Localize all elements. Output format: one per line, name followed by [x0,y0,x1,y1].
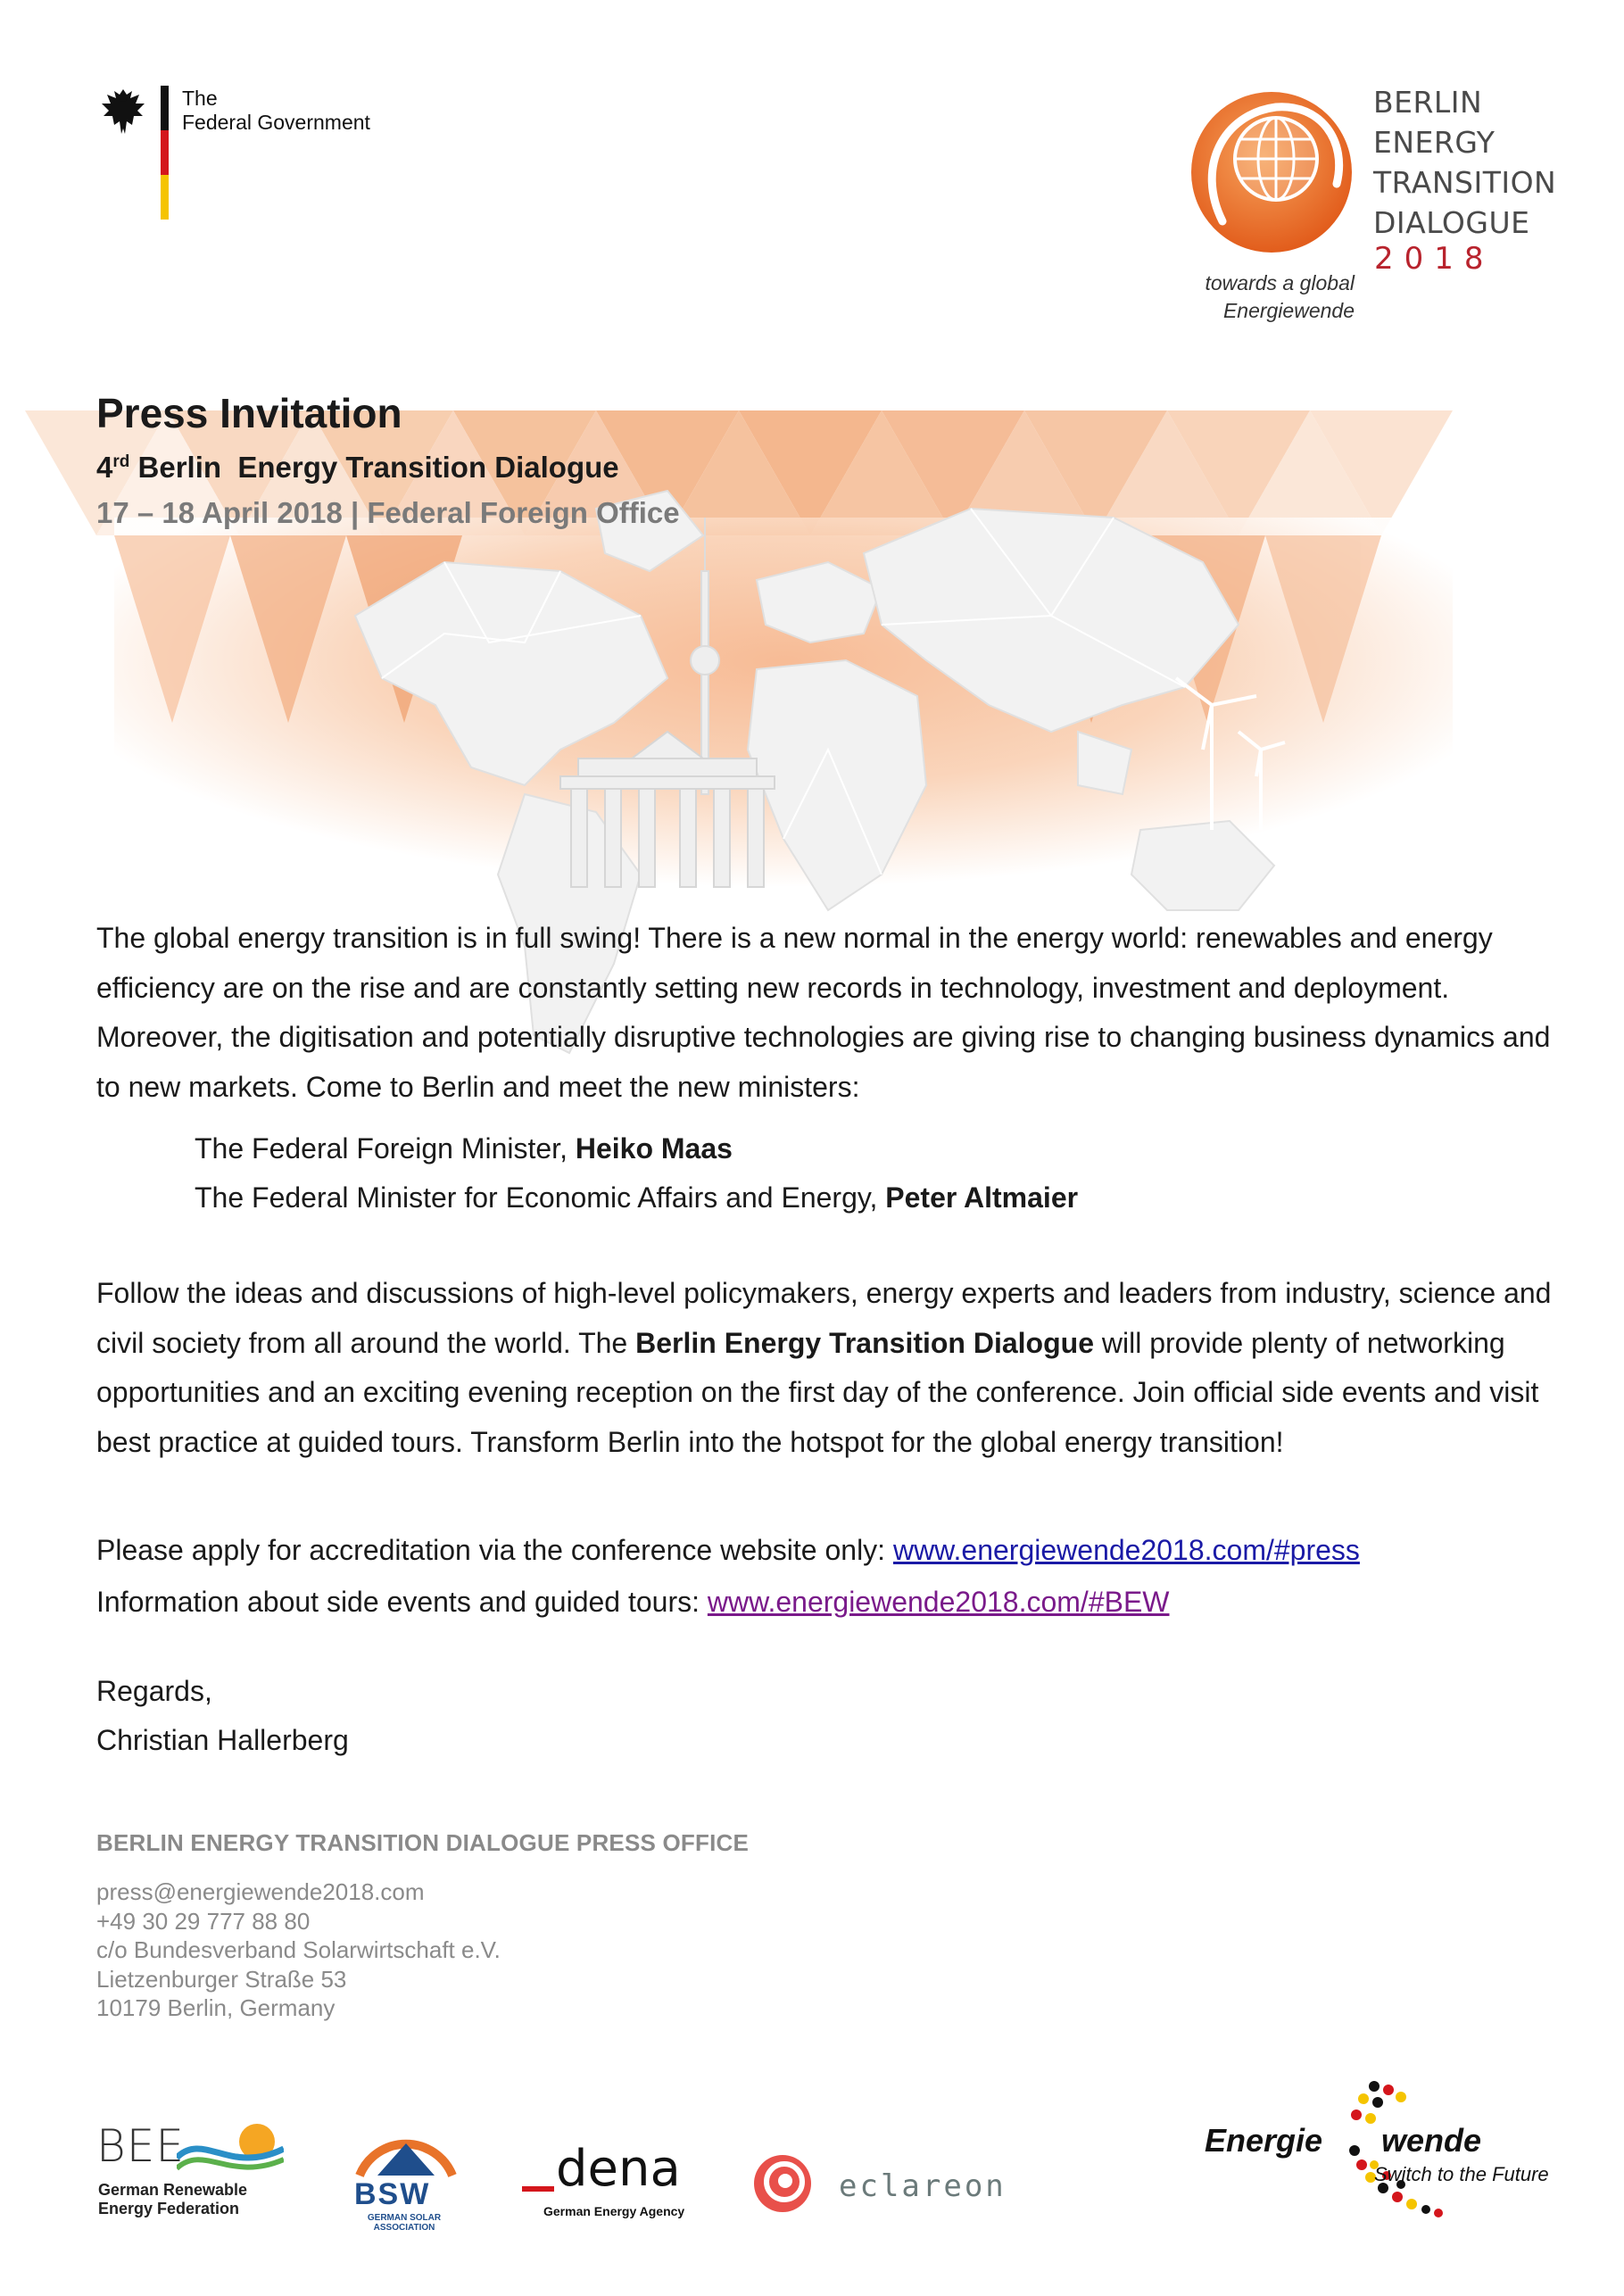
press-office-address-line3: 10179 Berlin, Germany [96,1994,336,2021]
minister-1-role: The Federal Foreign Minister, [195,1132,576,1165]
accreditation-text: Please apply for accreditation via the conference website only: [96,1534,893,1566]
minister-2-name: Peter Altmaier [885,1181,1079,1214]
body-event-name: Berlin Energy Transition Dialogue [635,1326,1094,1359]
betd-year: 2018 [1374,241,1495,277]
bsw-logo [352,2117,460,2233]
energiewende-logo [1205,2079,1553,2222]
betd-tagline [1123,269,1355,325]
federal-eagle-icon [96,86,150,139]
press-office-heading: BERLIN ENERGY TRANSITION DIALOGUE PRESS OFFICE [96,1829,750,1856]
page-title: Press Invitation [96,390,402,436]
federal-government-logo [96,86,382,228]
bsw-line2: ASSOCIATION [373,2223,435,2233]
accreditation-line [96,1526,1360,1575]
fedgov-line2: Federal Government [182,111,370,134]
betd-word-energy: ENERGY [1373,125,1496,160]
press-office-address-line1: c/o Bundesverband Solarwirtschaft e.V. [96,1936,501,1963]
german-flag-bar [161,86,169,220]
dena-underscore [522,2186,554,2192]
energiewende-part1: Energie [1205,2122,1323,2159]
bee-fullname [98,2181,247,2218]
press-link[interactable]: www.energiewende2018.com/#press [892,1534,1360,1566]
betd-logo [1178,80,1557,330]
closing-signature: Christian Hallerberg [96,1724,349,1756]
fedgov-line1: The [182,87,218,110]
eclareon-logo [751,2152,1007,2224]
betd-tagline-1: towards a global [1205,271,1355,294]
side-events-line [96,1578,1170,1627]
betd-tagline-2: Energiewende [1222,299,1355,322]
body-part-2: will provide plenty of networking opportunities and an exciting evening reception on the first day of the conference. Join official side events and visit best practice at guided tours. Transform Berlin into the hotspot for the global energy transition! [96,1326,1539,1458]
betd-word-berlin: BERLIN [1373,85,1483,120]
event-subtitle [96,451,619,485]
subtitle-ordinal: 4 [96,451,113,484]
betd-word-transition: TRANSITION [1373,165,1557,200]
energiewende-tagline: Switch to the Future [1374,2163,1549,2185]
betd-word-dialogue: DIALOGUE [1373,205,1530,240]
minister-line-2 [195,1173,1078,1223]
subtitle-text: Berlin Energy Transition Dialogue [137,451,619,484]
minister-1-name: Heiko Maas [575,1132,733,1165]
bee-line2: Energy Federation [98,2200,240,2217]
minister-2-role: The Federal Minister for Economic Affairs and Energy, [195,1181,886,1214]
body-paragraph [96,1269,1560,1467]
energiewende-part2: wende [1381,2122,1482,2159]
bsw-fullname [354,2213,454,2233]
bsw-line1: GERMAN SOLAR [367,2213,442,2223]
eclareon-swirl-icon [751,2152,814,2215]
intro-paragraph: The global energy transition is in full swing! There is a new normal in the energy world: renewables and energy efficiency are on the rise and are constantly setting new records in technology, investment and deployment. Moreover, the digitisation and potentially disruptive technologies are giving rise to changing business dynamics and to new markets. Come to Berlin and meet the new ministers: [96,922,1551,1103]
body-part-1: Follow the ideas and discussions of high-level policymakers, energy experts and leaders from industry, science and civil society from all around the world. The [96,1277,1552,1359]
press-office-phone: +49 30 29 777 88 80 [96,1907,311,1935]
event-dateline: 17 – 18 April 2018 | Federal Foreign Office [96,496,680,529]
closing-regards: Regards, [96,1675,212,1707]
press-office-contact [96,1877,501,2023]
bee-logo [96,2120,293,2218]
globe-swirl-icon [1187,87,1356,257]
dena-abbr: dena [556,2140,681,2198]
dena-sub: German Energy Agency [543,2204,685,2218]
bsw-abbr: BSW [354,2177,431,2211]
press-office-email: press@energiewende2018.com [96,1878,425,1905]
eclareon-name: eclareon [839,2168,1007,2204]
minister-line-1 [195,1124,733,1173]
bee-wave-icon [177,2122,284,2176]
side-events-text: Information about side events and guided tours: [96,1586,708,1618]
bee-line1: German Renewable [98,2181,248,2199]
bee-abbr: BEE [96,2120,185,2172]
bew-link[interactable]: www.energiewende2018.com/#BEW [707,1586,1170,1618]
press-office-address-line2: Lietzenburger Straße 53 [96,1965,347,1993]
dena-logo [522,2140,692,2229]
bsw-roof-icon [352,2117,460,2179]
subtitle-ordinal-suffix: rd [112,452,130,471]
